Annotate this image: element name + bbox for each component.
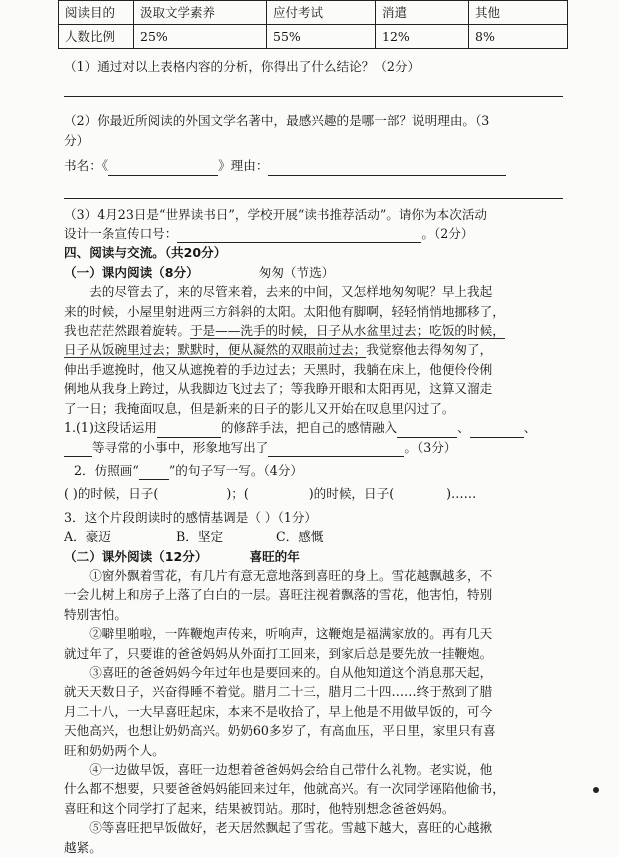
question-4-2 bbox=[64, 461, 563, 480]
story-line: 天他高兴，也想让奶奶高兴。奶奶60多岁了，有高血压，平日里，家里只有喜 bbox=[64, 723, 496, 739]
passage-line: 俐地从我身上跨过，从我脚边飞过去了；等我睁开眼和太阳再见，这算又溜走 bbox=[64, 381, 493, 397]
slogan-label: 设计一条宣传口号： bbox=[64, 226, 178, 242]
reading-purpose-table bbox=[58, 0, 568, 49]
passage-title: 匆匆（节选） bbox=[258, 264, 335, 280]
passage-text: 我也茫茫然跟着旋转。 bbox=[64, 323, 190, 339]
story-line: 旺和奶奶两个人。 bbox=[64, 742, 165, 758]
answer-line[interactable] bbox=[64, 84, 563, 97]
table-cell: 应付考试 bbox=[267, 1, 376, 25]
q-text: 等寻常的小事中，形象地写出了 bbox=[92, 439, 269, 455]
passage-line: 来的时候，小屋里射进两三方斜斜的太阳。太阳他有脚啊，轻轻悄悄地挪移了， bbox=[64, 303, 505, 319]
section-4-heading: 四、阅读与交流。（共20分） bbox=[64, 245, 227, 261]
table-cell: 55% bbox=[267, 25, 376, 49]
mark-blank bbox=[139, 464, 169, 480]
slogan-blank[interactable] bbox=[177, 227, 421, 243]
story-line: ①窗外飘着雪花，有几片有意无意地落到喜旺的身上。雪花越飘越多，不 bbox=[89, 567, 493, 583]
q-text: )的时候，日子( bbox=[308, 486, 395, 502]
part-2-heading: （二）课外阅读（12分） bbox=[64, 548, 208, 564]
slogan-score: 。（2分） bbox=[421, 226, 474, 242]
table-header-row bbox=[59, 1, 568, 25]
option-a[interactable]: A．豪迈 bbox=[64, 529, 111, 545]
question-2: （2）你最近所阅读的外国文学名著中，最感兴趣的是哪一部？说明理由。（3 bbox=[64, 113, 490, 129]
table-cell: 消遣 bbox=[376, 1, 469, 25]
event-blank-3[interactable] bbox=[64, 441, 92, 457]
question-3: （3）4月23日是“世界读书日”，学校开展“读书推荐活动”。请你为本次活动 bbox=[64, 206, 488, 222]
table-cell: 8% bbox=[469, 25, 568, 49]
table-cell: 人数比例 bbox=[59, 25, 134, 49]
slogan-row bbox=[64, 224, 563, 243]
passage-congcong bbox=[64, 282, 563, 418]
event-blank-2[interactable] bbox=[470, 422, 524, 438]
table-cell: 12% bbox=[376, 25, 469, 49]
table-cell: 阅读目的 bbox=[59, 1, 134, 25]
options-row bbox=[64, 527, 563, 546]
question-1: （1）通过对以上表格内容的分析，你得出了什么结论？（2分） bbox=[64, 59, 421, 74]
story-line: 就过年了，只要谁的爸爸妈妈从外面打工回来，到家后总是要先放一挂鞭炮。 bbox=[64, 645, 493, 661]
option-b[interactable]: B．坚定 bbox=[176, 529, 224, 545]
q-text: 的修辞手法，把自己的感情融入 bbox=[220, 420, 398, 436]
question-2-cont: 分） bbox=[64, 132, 90, 148]
story-xiwang bbox=[64, 566, 563, 857]
book-name-blank[interactable] bbox=[108, 160, 218, 176]
story-line: 喜旺和这个同学打了起来，结果被罚站。那时，他特别想念爸爸妈妈。 bbox=[64, 800, 455, 816]
book-label: 书名：《 bbox=[64, 158, 109, 174]
passage-line: 了一日；我掩面叹息，但是新来的日子的影儿又开始在叹息里闪过了。 bbox=[64, 400, 455, 416]
question-4-1-cont bbox=[64, 438, 563, 457]
rhetoric-blank[interactable] bbox=[157, 422, 221, 438]
table-cell: 汲取文学素养 bbox=[134, 1, 267, 25]
part-1-heading-row bbox=[64, 263, 563, 282]
q-text: ”的句子写一写。（4分） bbox=[168, 462, 303, 478]
story-line: ④一边做早饭，喜旺一边想着爸爸妈妈会给自己带什么礼物。老实说，他 bbox=[89, 762, 493, 777]
q-text: 1.(1)这段话运用 bbox=[64, 420, 157, 436]
q-text: ( )的时候，日子( bbox=[64, 486, 159, 502]
question-4-1 bbox=[64, 418, 563, 437]
q-text: 2．仿照画“ bbox=[74, 462, 139, 478]
q-text: 、 bbox=[523, 420, 537, 436]
story-line: 月二十八，一大早喜旺起床，本来不是收拾了，早上他是不用做早饭的，可今 bbox=[64, 703, 493, 719]
reason-label: 》理由： bbox=[218, 158, 269, 174]
underlined-sentence: 日子从饭碗里过去；默默时，便从凝然的双眼前过去； bbox=[64, 342, 367, 358]
part-2-heading-row bbox=[64, 547, 563, 566]
story-line: 就天天数日子，兴奋得睡不着觉。腊月二十三，腊月二十四……终于熬到了腊 bbox=[64, 684, 493, 700]
page-mark bbox=[593, 787, 599, 793]
story-line: 什么都不想要，只要爸爸妈妈能回来过年，他就高兴。有一次同学诬陷他偷书， bbox=[64, 781, 505, 797]
story-line: ②噼里啪啦，一阵鞭炮声传来，听响声，这鞭炮是福满家放的。再有几天 bbox=[89, 626, 493, 642]
q-text: )；( bbox=[226, 486, 249, 502]
question-4-3: 3．这个片段朗读时的感情基调是（ ）（1分） bbox=[64, 509, 318, 525]
reason-blank[interactable] bbox=[268, 160, 506, 176]
table-row bbox=[59, 25, 568, 49]
story-line: 一会儿树上和房子上落了白白的一层。喜旺注视着飘落的雪花，他害怕，特别 bbox=[64, 587, 493, 603]
passage-text: 我觉察他去得匆匆了， bbox=[366, 342, 493, 358]
passage-line: 去的尽管去了，来的尽管来着，去来的中间，又怎样地匆匆呢？早上我起 bbox=[89, 284, 493, 300]
part-1-heading: （一）课内阅读（8分） bbox=[64, 264, 199, 280]
story-line: ⑤等喜旺把早饭做好，老天居然飘起了雪花。雪越下越大，喜旺的心越揪 bbox=[89, 820, 493, 836]
book-name-row bbox=[64, 156, 563, 175]
q-text: )…… bbox=[446, 486, 477, 502]
passage-line: 伸出手遮挽时，他又从遮挽着的手边过去；天黑时，我躺在床上，他便伶伶俐 bbox=[64, 361, 493, 377]
story-title: 喜旺的年 bbox=[249, 548, 300, 564]
q-text: 、 bbox=[457, 420, 470, 436]
table-cell: 25% bbox=[134, 25, 267, 49]
event-blank-1[interactable] bbox=[397, 422, 457, 438]
q-text: 。（3分） bbox=[404, 439, 457, 455]
table-cell: 其他 bbox=[469, 1, 568, 25]
underlined-sentence: 于是——洗手的时候，日子从水盆里过去；吃饭的时候， bbox=[189, 323, 505, 339]
answer-line[interactable] bbox=[64, 186, 563, 199]
meaning-blank[interactable] bbox=[268, 441, 404, 457]
option-c[interactable]: C．感慨 bbox=[276, 529, 324, 545]
story-line: 越紧。 bbox=[64, 839, 102, 855]
passage-line bbox=[64, 340, 563, 359]
imitation-fill-row[interactable] bbox=[64, 484, 563, 503]
story-line: 特别害怕。 bbox=[64, 606, 127, 622]
story-line: ③喜旺的爸爸妈妈今年过年也是要回来的。自从他知道这个消息那天起， bbox=[89, 664, 493, 680]
passage-line bbox=[64, 321, 563, 340]
